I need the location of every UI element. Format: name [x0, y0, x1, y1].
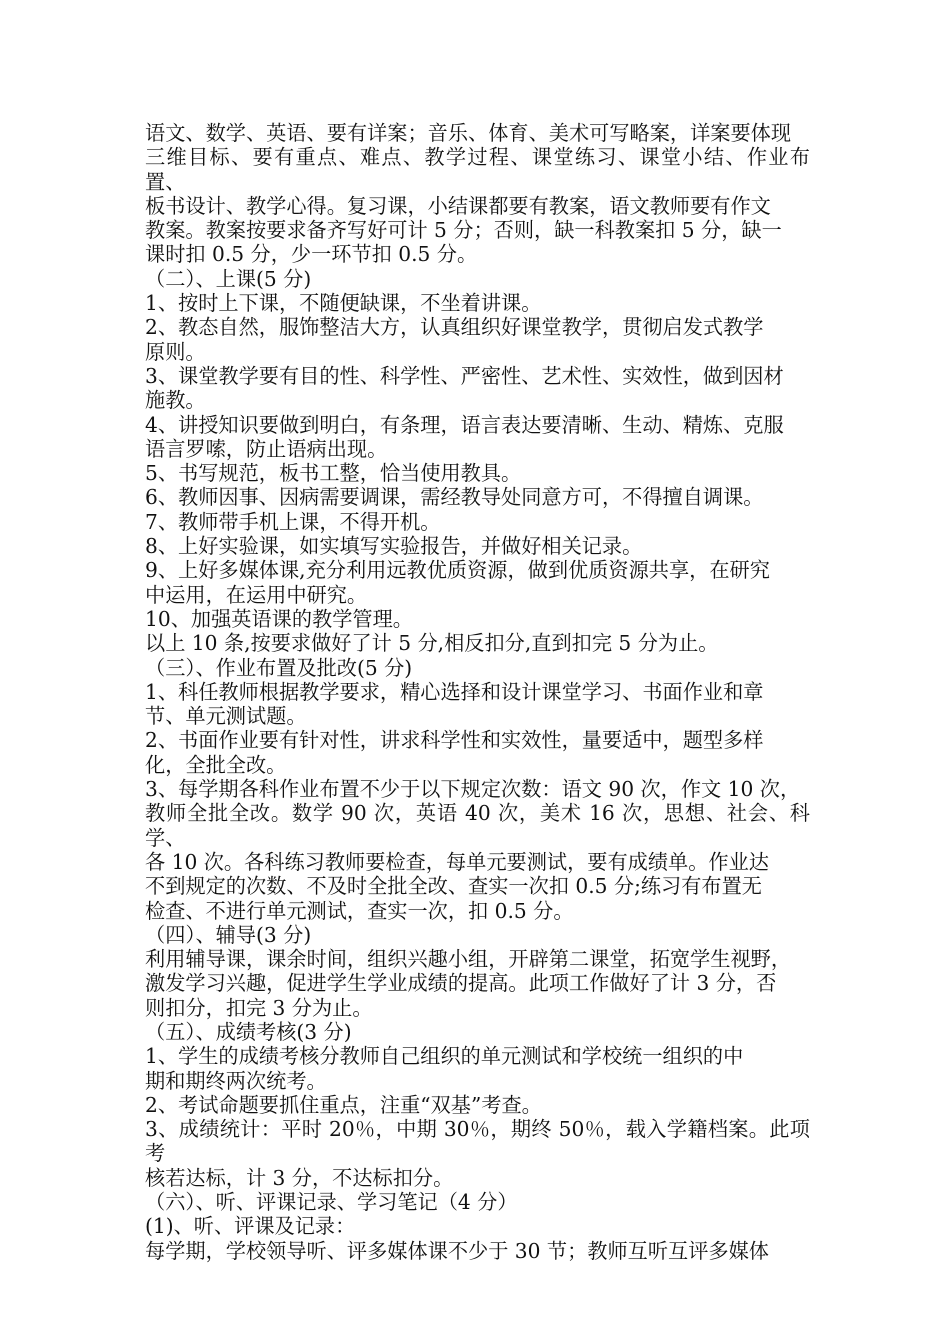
section-heading: （六）、听、评课记录、学习笔记（4 分） — [145, 1190, 518, 1215]
text-line: 语文、数学、英语、要有详案；音乐、体育、美术可写略案，详案要体现 — [145, 121, 792, 145]
section-heading: （五）、成绩考核(3 分) — [145, 1019, 352, 1044]
text-line: 3、每学期各科作业布置不少于以下规定次数：语文 90 次，作文 10 次， — [145, 777, 801, 802]
text-line: 期和期终两次统考。 — [145, 1068, 327, 1093]
text-line: 化，全批全改。 — [145, 752, 287, 777]
text-line: 8、上好实验课，如实填写实验报告，并做好相关记录。 — [145, 534, 643, 559]
text-line: 每学期，学校领导听、评多媒体课不少于 30 节；教师互听互评多媒体 — [145, 1238, 769, 1263]
text-line: 10、加强英语课的教学管理。 — [145, 606, 413, 631]
text-line: 3、成绩统计：平时 20％，中期 30％，期终 50％，载入学籍档案。此项考 — [145, 1117, 810, 1166]
text-line: 课时扣 0.5 分，少一环节扣 0.5 分。 — [145, 242, 478, 267]
text-line: (1)、听、评课及记录： — [145, 1214, 356, 1239]
text-line: 节、单元测试题。 — [145, 704, 307, 729]
text-line: 板书设计、教学心得。复习课，小结课都要有教案，语文教师要有作文 — [145, 193, 771, 218]
text-line: 教师全批全改。数学 90 次，英语 40 次，美术 16 次，思想、社会、科学、 — [145, 801, 810, 850]
text-line: 2、教态自然，服饰整洁大方，认真组织好课堂教学，贯彻启发式教学 — [145, 315, 764, 340]
text-line: 中运用，在运用中研究。 — [145, 582, 368, 607]
section-heading: （三）、作业布置及批改(5 分) — [145, 655, 413, 680]
text-line: 2、考试命题要抓住重点，注重“双基”考查。 — [145, 1092, 542, 1117]
text-line: 三维目标、要有重点、难点、教学过程、课堂练习、课堂小结、作业布置、 — [145, 145, 810, 194]
text-line: 1、科任教师根据教学要求，精心选择和设计课堂学习、书面作业和章 — [145, 679, 764, 704]
text-line: 7、教师带手机上课，不得开机。 — [145, 509, 441, 534]
text-line: 1、学生的成绩考核分教师自己组织的单元测试和学校统一组织的中 — [145, 1044, 744, 1069]
text-line: 激发学习兴趣，促进学生学业成绩的提高。此项工作做好了计 3 分，否 — [145, 971, 777, 996]
text-line: 1、按时上下课，不随便缺课，不坐着讲课。 — [145, 291, 542, 316]
text-line: 原则。 — [145, 339, 206, 364]
text-line: 不到规定的次数、不及时全批全改、查实一次扣 0.5 分;练习有布置无 — [145, 874, 762, 899]
text-line: 检查、不进行单元测试，查实一次，扣 0.5 分。 — [145, 898, 574, 923]
text-line: 教案。教案按要求备齐写好可计 5 分；否则，缺一科教案扣 5 分，缺一 — [145, 218, 782, 243]
section-heading: （四）、辅导(3 分) — [145, 922, 312, 947]
document-body — [145, 121, 810, 1263]
text-line: 施教。 — [145, 388, 206, 413]
text-line: 2、书面作业要有针对性，讲求科学性和实效性，量要适中，题型多样 — [145, 728, 764, 753]
text-line: 利用辅导课，课余时间，组织兴趣小组，开辟第二课堂，拓宽学生视野， — [145, 947, 792, 972]
text-line: 5、书写规范，板书工整，恰当使用教具。 — [145, 461, 522, 486]
text-line: 6、教师因事、因病需要调课，需经教导处同意方可，不得擅自调课。 — [145, 485, 764, 510]
section-heading: （二）、上课(5 分) — [145, 266, 312, 291]
text-line: 3、课堂教学要有目的性、科学性、严密性、艺术性、实效性，做到因材 — [145, 363, 784, 388]
text-line: 9、上好多媒体课,充分利用远教优质资源，做到优质资源共享，在研究 — [145, 558, 770, 583]
text-line: 4、讲授知识要做到明白，有条理，语言表达要清晰、生动、精炼、克服 — [145, 412, 784, 437]
text-line: 各 10 次。各科练习教师要检查，每单元要测试，要有成绩单。作业达 — [145, 849, 769, 874]
text-line: 核若达标，计 3 分，不达标扣分。 — [145, 1165, 454, 1190]
text-line: 以上 10 条,按要求做好了计 5 分,相反扣分,直到扣完 5 分为止。 — [145, 631, 719, 656]
text-line: 语言罗嗦，防止语病出现。 — [145, 436, 388, 461]
text-line: 则扣分，扣完 3 分为止。 — [145, 995, 373, 1020]
